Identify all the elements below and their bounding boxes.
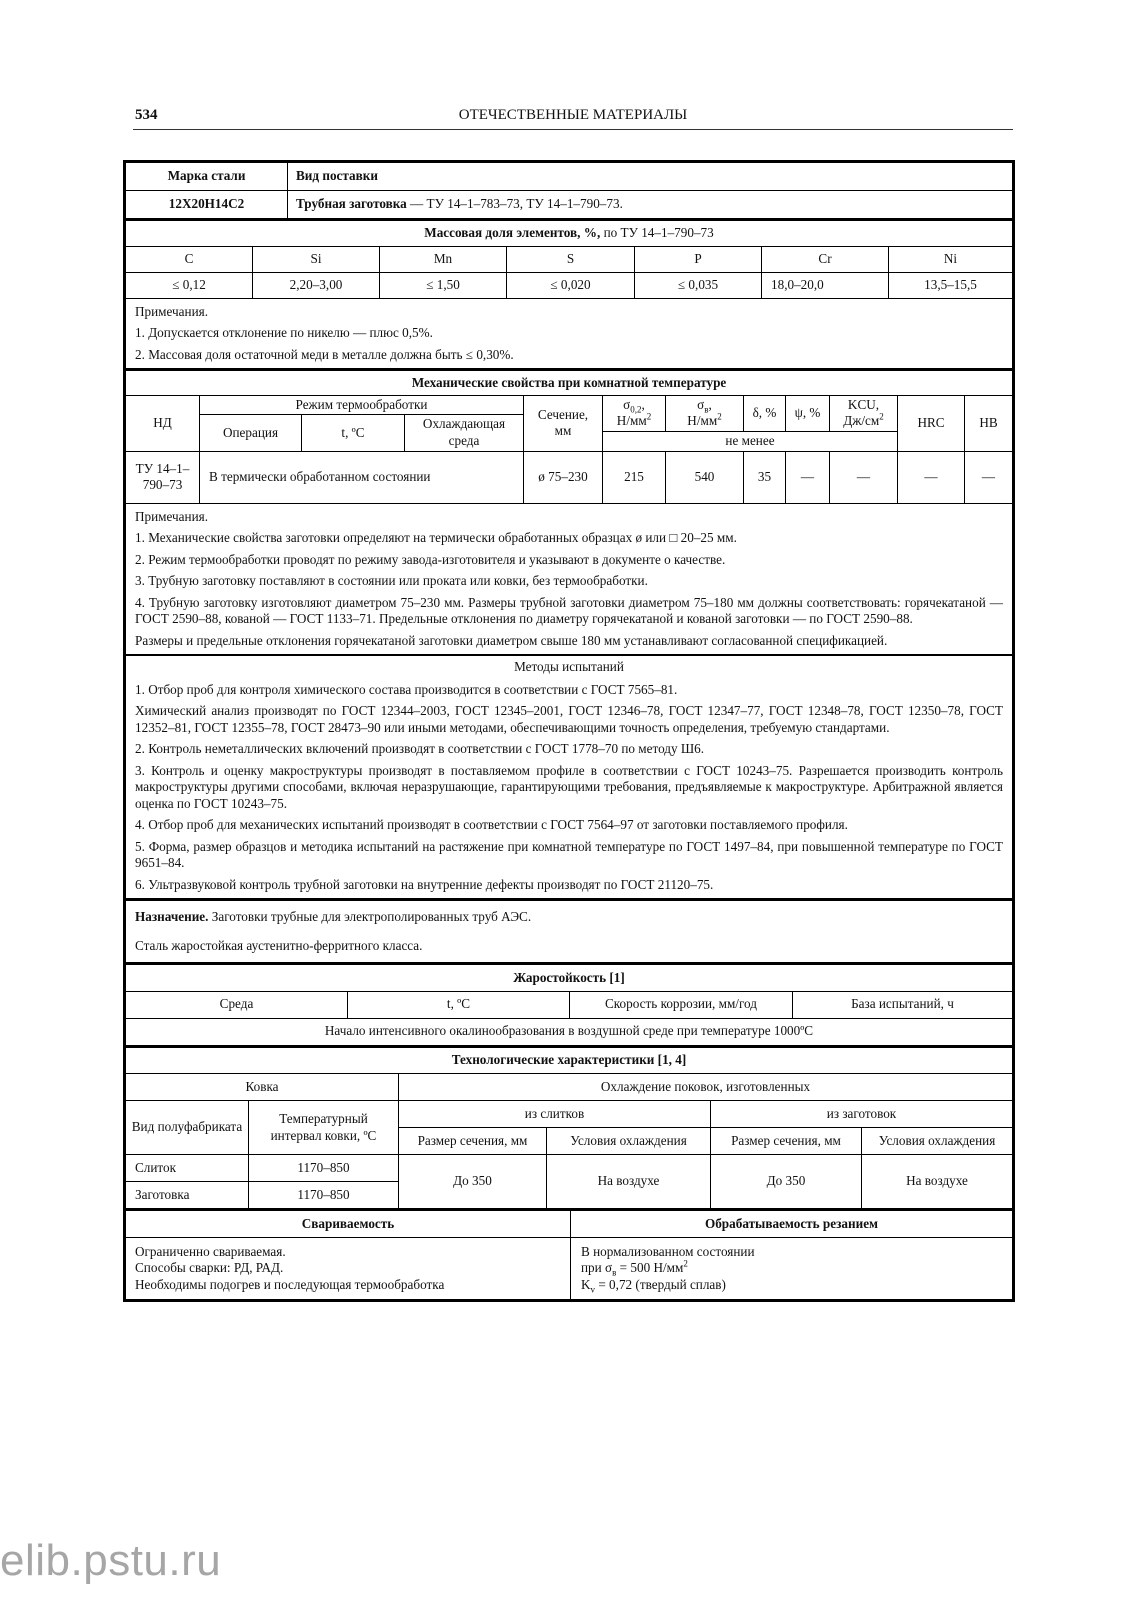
composition-table <box>125 219 1013 369</box>
heat-resistance-table <box>125 963 1013 1046</box>
section-header: Сечение, мм <box>524 395 603 451</box>
supply-rest: — ТУ 14–1–783–73, ТУ 14–1–790–73. <box>406 196 623 212</box>
method-line: Химический анализ производят по ГОСТ 12344–2003, ГОСТ 12345–2001, ГОСТ 12346–78, ГОСТ 12347–77, ГОСТ 12348–78, ГОСТ 12350–78, ГОСТ 12352–81, ГОСТ 12355–78, ГОСТ 28473–90 или иными методами, обеспечивающими точность определения, требуемую стандартами. <box>135 703 1003 735</box>
grade-value: 12Х20Н14С2 <box>126 191 288 219</box>
element-header: Ni <box>889 246 1013 272</box>
size-header: Размер сечения, мм <box>711 1128 862 1155</box>
mechanical-table <box>125 369 1013 655</box>
element-header: C <box>126 246 253 272</box>
tech-table <box>125 1046 1013 1210</box>
note-line: 3. Трубную заготовку поставляют в состоянии или проката или ковки, без термообработки. <box>135 573 648 588</box>
method-line: 3. Контроль и оценку макроструктуры производят в поставляемом профиле в соответствии с ГОСТ 10243–75. Разрешается производить контроль макроструктуры другими способами, включая неразрушающие, гарантирующими требования, предъявляемые к макроструктуре. Арбитражной является оценка по ГОСТ 10243–75. <box>135 762 1003 811</box>
element-value: 18,0–20,0 <box>762 272 889 298</box>
note-line: 1. Механические свойства заготовки определяют на термически обработанных образцах ø или □ 20–25 мм. <box>135 530 737 545</box>
blank-size-value: До 350 <box>711 1155 862 1209</box>
weld-line: Необходимы подогрев и последующая термообработка <box>135 1276 445 1292</box>
note-line: Примечания. <box>135 303 209 319</box>
element-value: 13,5–15,5 <box>889 272 1013 298</box>
heat-title: Жаростойкость [1] <box>126 964 1013 991</box>
semi-product-header: Вид полуфабриката <box>126 1101 249 1155</box>
ingot-size-value: До 350 <box>399 1155 547 1209</box>
tensile-strength-header: $\sigma_в$, $Н/мм^2$ <box>666 395 744 432</box>
ingot-cooling-value: На воздухе <box>547 1155 711 1209</box>
element-value: ≤ 1,50 <box>380 272 507 298</box>
element-value: ≤ 0,020 <box>507 272 635 298</box>
tech-title: Технологические характеристики [1, 4] <box>126 1047 1013 1074</box>
composition-title <box>126 220 1013 246</box>
hb-header: HB <box>965 395 1013 451</box>
methods-title: Методы испытаний <box>514 659 624 674</box>
cooling-conditions-header: Условия охлаждения <box>547 1128 711 1155</box>
composition-notes <box>126 298 1013 369</box>
element-value: ≤ 0,12 <box>126 272 253 298</box>
watermark: elib.pstu.ru <box>0 1536 222 1585</box>
machinability-line: $K_v = 0,72$ (твердый сплав) <box>581 1276 726 1295</box>
elongation-value: 35 <box>744 451 786 503</box>
operation-header: Операция <box>200 415 302 452</box>
nd-value: ТУ 14–1–790–73 <box>126 451 200 503</box>
cooling-medium-header: Охлаждающая среда <box>405 415 524 452</box>
semi-product-value: Заготовка <box>126 1182 249 1209</box>
size-header: Размер сечения, мм <box>399 1128 547 1155</box>
note-line: 2. Режим термообработки проводят по режиму завода-изготовителя и указывают в документе о качестве. <box>135 551 726 567</box>
weld-machining-table <box>125 1209 1013 1300</box>
machinability-line: при $\sigma_в = 500$ $Н/мм^2$ <box>581 1258 688 1278</box>
reduction-value: — <box>786 451 830 503</box>
yield-strength-value: 215 <box>603 451 666 503</box>
element-header: Cr <box>762 246 889 272</box>
supply-value <box>288 191 1013 219</box>
supply-label: Вид поставки <box>288 163 1013 191</box>
forging-interval-value: 1170–850 <box>249 1182 399 1209</box>
heat-note: Начало интенсивного окалинообразования в воздушной среде при температуре 1000ºС <box>126 1018 1013 1045</box>
heat-header: База испытаний, ч <box>793 991 1013 1018</box>
heat-mode-value: В термически обработанном состоянии <box>200 451 524 503</box>
grade-table <box>125 162 1013 219</box>
nd-header: НД <box>126 395 200 451</box>
purpose-label: Назначение. <box>135 909 209 924</box>
forging-header: Ковка <box>126 1074 399 1101</box>
purpose-table <box>125 899 1013 963</box>
heat-header: Скорость коррозии, мм/год <box>570 991 793 1018</box>
hrc-value: — <box>898 451 965 503</box>
forging-interval-value: 1170–850 <box>249 1155 399 1182</box>
section-value: ø 75–230 <box>524 451 603 503</box>
kcu-value: — <box>830 451 898 503</box>
mechanical-notes <box>126 503 1013 655</box>
note-line: Размеры и предельные отклонения горячекатаной заготовки диаметром свыше 180 мм устанавливают согласованной спецификацией. <box>135 632 888 648</box>
machinability-text <box>571 1237 1013 1300</box>
method-line: 6. Ультразвуковой контроль трубной заготовки на внутренние дефекты производят по ГОСТ 21120–75. <box>135 876 714 892</box>
methods-table <box>125 655 1013 899</box>
machinability-title: Обрабатываемость резанием <box>571 1210 1013 1237</box>
composition-title-bold: Массовая доля элементов, %, <box>424 225 601 240</box>
note-line: 1. Допускается отклонение по никелю — плюс 0,5%. <box>135 325 433 340</box>
method-line: 4. Отбор проб для механических испытаний производят в соответствии с ГОСТ 7564–97 от заготовки поставляемого профиля. <box>135 817 848 832</box>
not-less-label: не менее <box>603 432 898 452</box>
element-header: Si <box>253 246 380 272</box>
element-header: S <box>507 246 635 272</box>
note-line: 4. Трубную заготовку изготовляют диаметром 75–230 мм. Размеры трубной заготовки диаметром 75–180 мм должны соответствовать: горячекатаной — ГОСТ 2590–88, кованой — ГОСТ 1133–71. Предельные отклонения по диаметру горячекатаной и кованой заготовки — по ГОСТ 2590–88. <box>135 594 1003 626</box>
elongation-header: δ, % <box>744 395 786 432</box>
page-header <box>133 107 1013 130</box>
tensile-strength-value: 540 <box>666 451 744 503</box>
purpose-line <box>135 909 1003 926</box>
cooling-header: Охлаждение поковок, изготовленных <box>399 1074 1013 1101</box>
method-line: 5. Форма, размер образцов и методика испытаний на растяжение при комнатной температуре по ГОСТ 1497–84, при повышенной температуре по ГОСТ 9651–84. <box>135 838 1003 870</box>
semi-product-value: Слиток <box>126 1155 249 1182</box>
note-line: 2. Массовая доля остаточной меди в металле должна быть ≤ 0,30%. <box>135 346 514 362</box>
method-line: 2. Контроль неметаллических включений производят в соответствии с ГОСТ 1778–70 по методу Ш6. <box>135 741 705 756</box>
purpose-text: Заготовки трубные для электрополированных труб АЭС. <box>208 909 532 924</box>
temperature-header: t, ºС <box>302 415 405 452</box>
weldability-text <box>126 1237 571 1300</box>
page-number: 534 <box>135 107 158 123</box>
element-value: 2,20–3,00 <box>253 272 380 298</box>
test-methods <box>126 656 1013 899</box>
cooling-conditions-header: Условия охлаждения <box>862 1128 1013 1155</box>
heat-header: Среда <box>126 991 348 1018</box>
running-title: ОТЕЧЕСТВЕННЫЕ МАТЕРИАЛЫ <box>458 107 688 123</box>
weld-line: Способы сварки: РД, РАД. <box>135 1260 284 1275</box>
forging-interval-header: Температурный интервал ковки, ºС <box>249 1101 399 1155</box>
composition-title-rest: по ТУ 14–1–790–73 <box>600 225 714 240</box>
kcu-header: KCU, $Дж/см^2$ <box>830 395 898 432</box>
from-blanks-header: из заготовок <box>711 1101 1013 1128</box>
steel-class: Сталь жаростойкая аустенитно-ферритного класса. <box>135 937 423 953</box>
machinability-line: В нормализованном состоянии <box>581 1243 755 1259</box>
yield-strength-header: $\sigma_{0,2}$, $Н/мм^2$ <box>603 395 666 432</box>
purpose <box>126 900 1013 963</box>
grade-label: Марка стали <box>126 163 288 191</box>
element-value: ≤ 0,035 <box>635 272 762 298</box>
weldability-title: Свариваемость <box>126 1210 571 1237</box>
supply-bold: Трубная заготовка <box>296 196 407 212</box>
reduction-header: ψ, % <box>786 395 830 432</box>
note-line: Примечания. <box>135 508 209 524</box>
blank-cooling-value: На воздухе <box>862 1155 1013 1209</box>
method-line: 1. Отбор проб для контроля химического состава производится в соответствии с ГОСТ 7565–81. <box>135 681 678 697</box>
from-ingots-header: из слитков <box>399 1101 711 1128</box>
hb-value: — <box>965 451 1013 503</box>
heat-header: t, ºС <box>348 991 570 1018</box>
mechanical-title: Механические свойства при комнатной температуре <box>126 370 1013 395</box>
hrc-header: HRC <box>898 395 965 451</box>
element-header: P <box>635 246 762 272</box>
weld-line: Ограниченно свариваемая. <box>135 1243 286 1259</box>
heat-mode-header: Режим термообработки <box>200 395 524 415</box>
element-header: Mn <box>380 246 507 272</box>
material-card <box>123 160 1015 1302</box>
